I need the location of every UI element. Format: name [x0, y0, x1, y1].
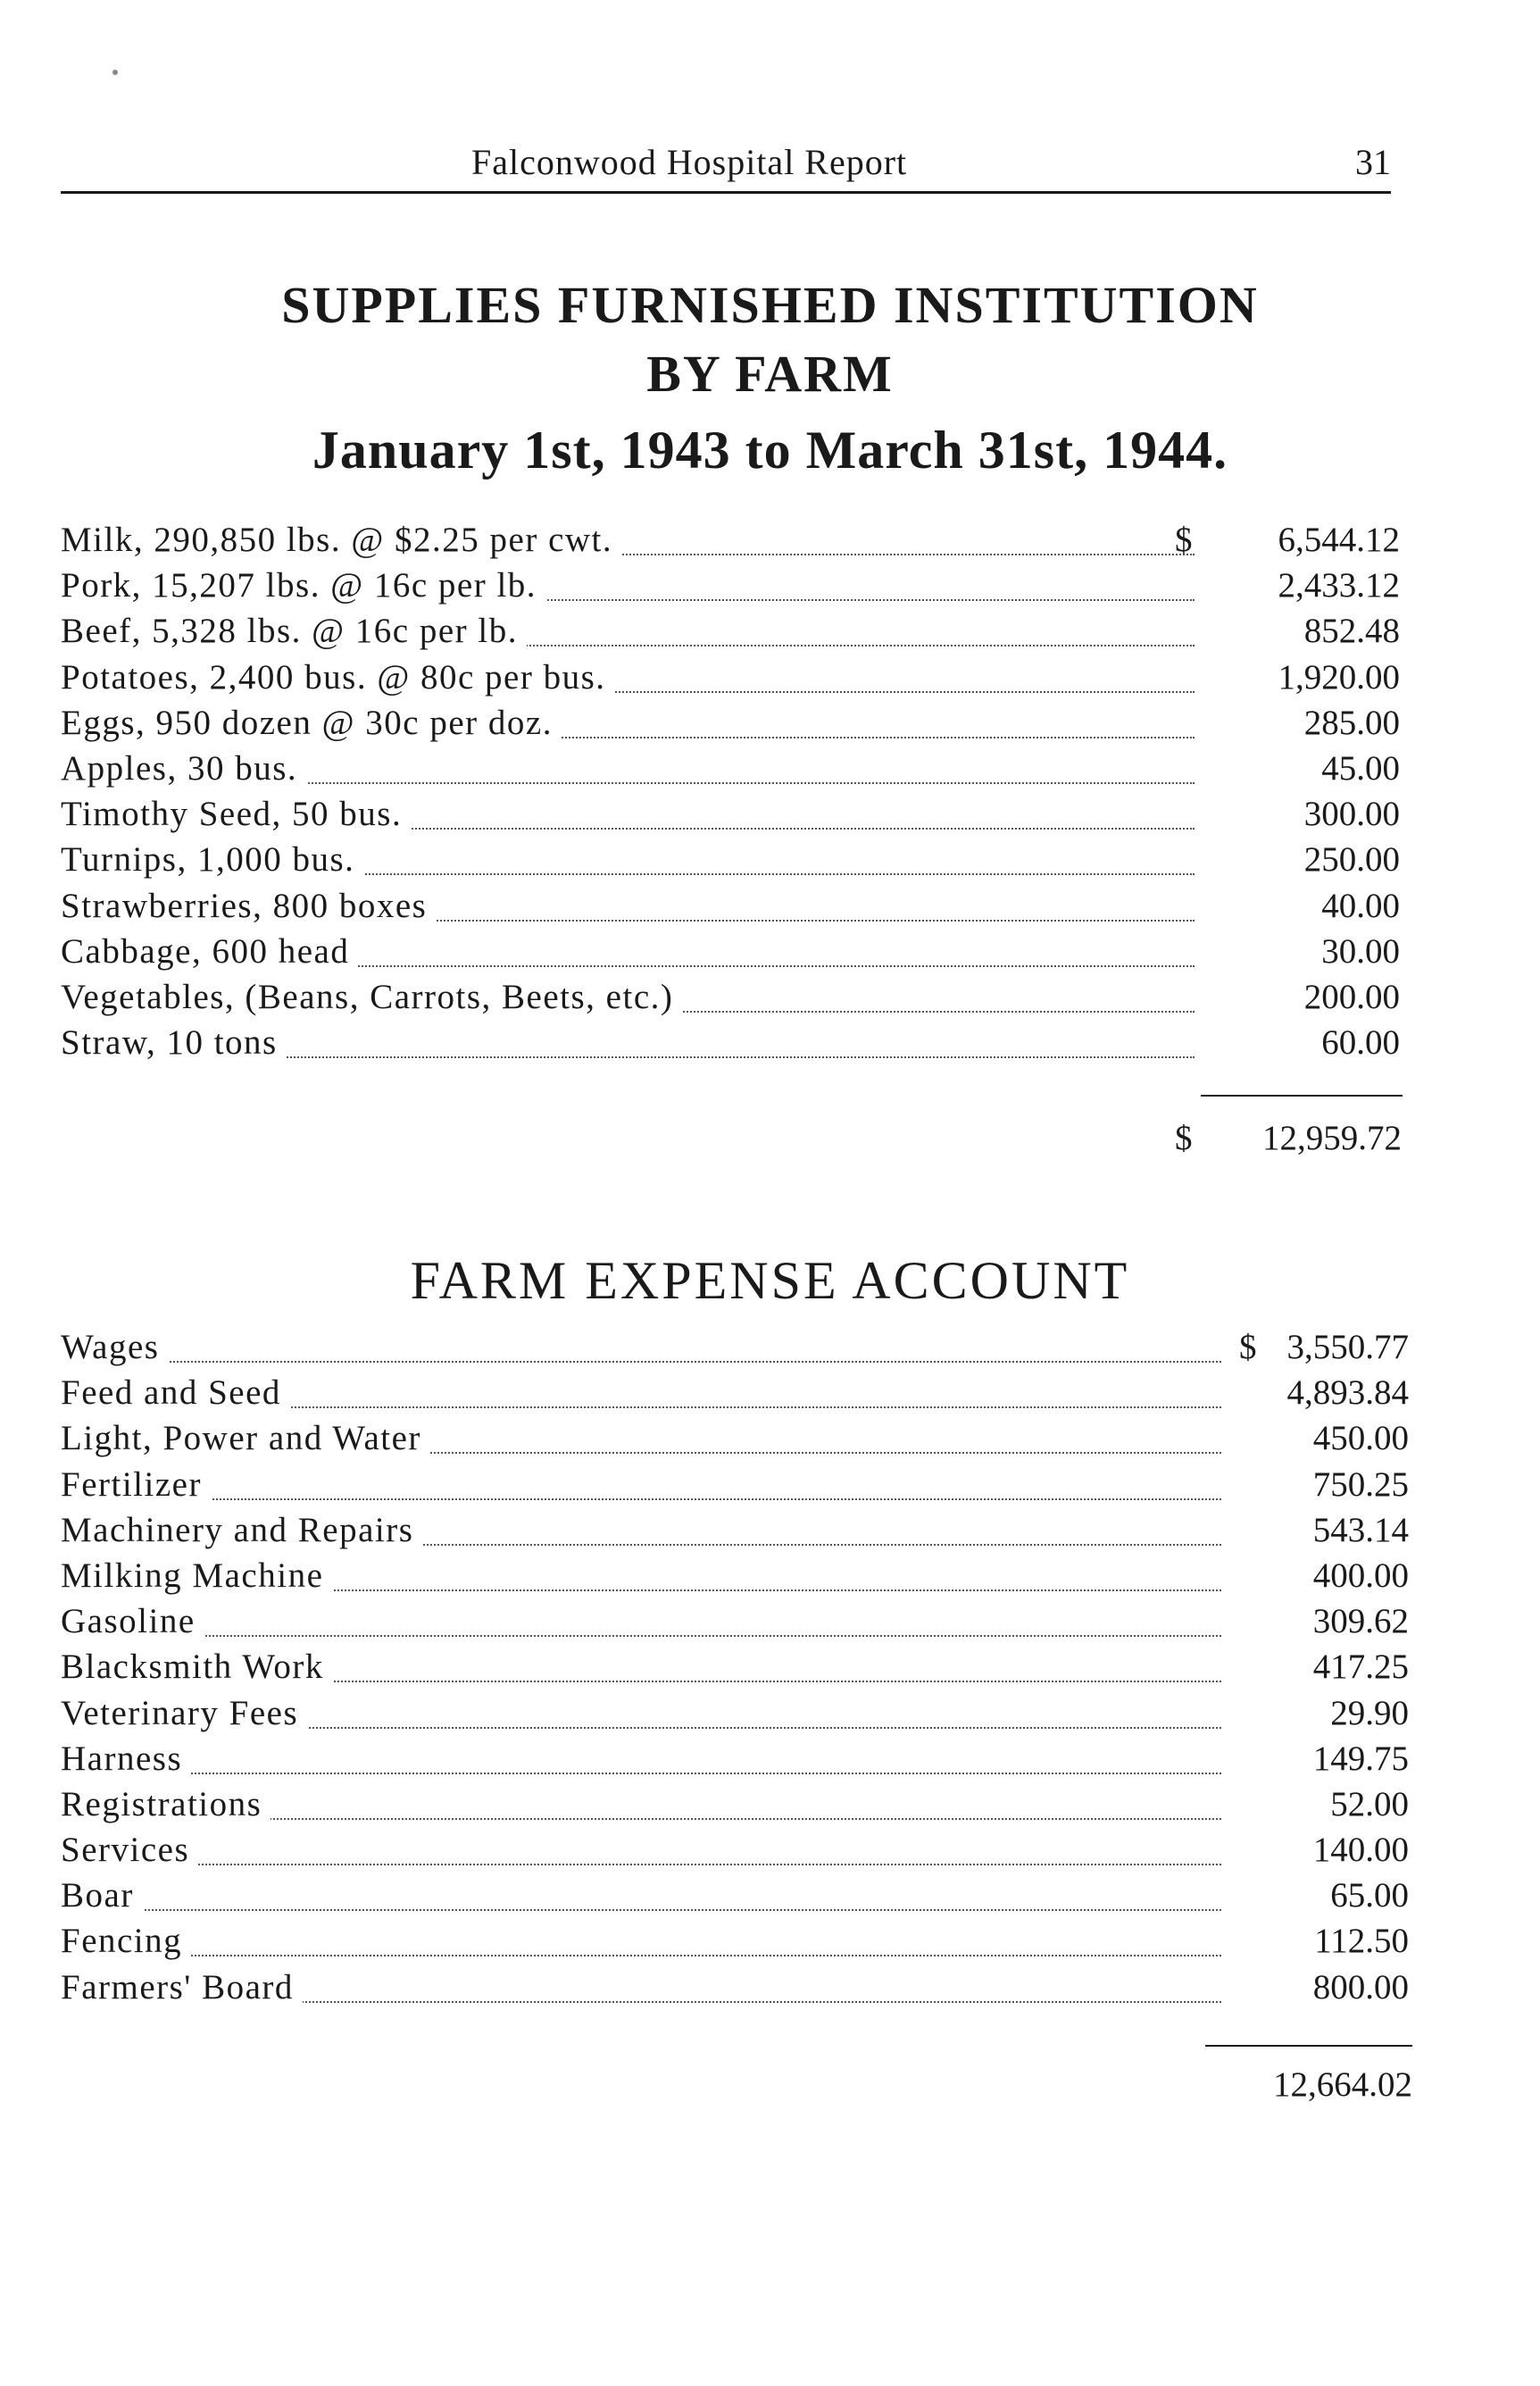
list-item	[61, 1828, 1409, 1873]
expense-total: 12,664.02	[1273, 2065, 1412, 2104]
item-label: Veterinary Fees	[61, 1691, 307, 1736]
item-amount: 400.00	[1312, 1556, 1409, 1595]
item-amount: 2,433.12	[1278, 566, 1400, 605]
list-item	[61, 701, 1400, 747]
item-amount: 1,920.00	[1278, 657, 1400, 697]
item-label: Milking Machine	[61, 1554, 332, 1598]
item-amount: 852.48	[1303, 612, 1400, 651]
print-speck	[112, 70, 118, 75]
item-amount: 29.90	[1330, 1693, 1409, 1732]
item-label: Registrations	[61, 1782, 271, 1827]
list-item	[61, 1508, 1409, 1554]
item-amount: 30.00	[1321, 931, 1400, 971]
item-label: Timothy Seed, 50 bus.	[61, 792, 411, 837]
item-amount: 40.00	[1321, 886, 1400, 925]
item-label: Turnips, 1,000 bus.	[61, 838, 363, 882]
running-header	[61, 141, 1391, 194]
item-amount: 750.25	[1312, 1464, 1409, 1504]
list-item	[61, 792, 1400, 838]
list-item	[61, 1325, 1409, 1371]
list-item	[61, 1919, 1409, 1965]
page-number: 31	[1355, 142, 1391, 182]
item-amount: 6,544.12	[1278, 521, 1400, 559]
item-amount: 140.00	[1312, 1831, 1409, 1870]
item-label: Strawberries, 800 boxes	[61, 884, 436, 929]
item-label: Wages	[61, 1325, 168, 1370]
report-title: Falconwood Hospital Report	[471, 142, 908, 182]
list-item	[61, 1416, 1409, 1462]
item-label: Fencing	[61, 1919, 191, 1964]
supplies-period: January 1st, 1943 to March 31st, 1944.	[312, 421, 1228, 480]
expense-list	[61, 1325, 1409, 2011]
supplies-total-rule	[1201, 1095, 1403, 1097]
item-amount: 250.00	[1303, 840, 1400, 880]
item-label: Boar	[61, 1873, 143, 1918]
item-label: Eggs, 950 dozen @ 30c per doz.	[61, 701, 562, 746]
item-label: Services	[61, 1828, 198, 1873]
list-item	[61, 884, 1400, 930]
list-item	[61, 563, 1400, 609]
list-item	[61, 747, 1400, 792]
item-label: Harness	[61, 1737, 191, 1781]
item-amount: 65.00	[1330, 1876, 1409, 1915]
dollar-sign: $	[1239, 1328, 1257, 1366]
item-label: Fertilizer	[61, 1463, 211, 1507]
supplies-heading-line1: SUPPLIES FURNISHED INSTITUTION	[281, 276, 1259, 334]
item-label: Milk, 290,850 lbs. @ $2.25 per cwt.	[61, 518, 621, 563]
item-amount: 200.00	[1303, 977, 1400, 1016]
item-amount: 45.00	[1321, 748, 1400, 788]
item-amount: 112.50	[1314, 1922, 1409, 1961]
list-item	[61, 1737, 1409, 1782]
item-label: Beef, 5,328 lbs. @ 16c per lb.	[61, 609, 527, 654]
item-label: Farmers' Board	[61, 1965, 303, 2010]
supplies-heading-line2: BY FARM	[646, 345, 894, 403]
item-label: Light, Power and Water	[61, 1416, 430, 1461]
item-amount: 3,550.77	[1286, 1328, 1409, 1366]
dollar-sign: $	[1175, 521, 1193, 559]
item-label: Apples, 30 bus.	[61, 747, 306, 791]
item-amount: 300.00	[1303, 795, 1400, 834]
supplies-list	[61, 518, 1400, 1066]
expense-heading: FARM EXPENSE ACCOUNT	[410, 1251, 1130, 1310]
list-item	[61, 1645, 1409, 1690]
supplies-total: 12,959.72	[1262, 1119, 1402, 1157]
item-amount: 4,893.84	[1286, 1373, 1409, 1413]
item-amount: 285.00	[1303, 703, 1400, 742]
item-label: Vegetables, (Beans, Carrots, Beets, etc.)	[61, 975, 682, 1020]
item-amount: 450.00	[1312, 1419, 1409, 1458]
item-label: Feed and Seed	[61, 1371, 290, 1415]
item-amount: 149.75	[1312, 1739, 1409, 1778]
list-item	[61, 1782, 1409, 1828]
list-item	[61, 930, 1400, 975]
list-item	[61, 1021, 1400, 1066]
item-amount: 417.25	[1312, 1648, 1409, 1687]
list-item	[61, 1965, 1409, 2011]
item-label: Machinery and Repairs	[61, 1508, 422, 1553]
list-item	[61, 1554, 1409, 1599]
supplies-total-dollar: $	[1175, 1119, 1193, 1157]
list-item	[61, 655, 1400, 701]
list-item	[61, 1873, 1409, 1919]
item-label: Blacksmith Work	[61, 1645, 333, 1689]
expense-total-rule	[1205, 2045, 1412, 2047]
list-item	[61, 1371, 1409, 1416]
list-item	[61, 1463, 1409, 1508]
item-label: Straw, 10 tons	[61, 1021, 287, 1065]
item-amount: 60.00	[1321, 1023, 1400, 1063]
item-amount: 52.00	[1330, 1784, 1409, 1823]
list-item	[61, 1691, 1409, 1737]
item-amount: 800.00	[1312, 1967, 1409, 2006]
item-label: Pork, 15,207 lbs. @ 16c per lb.	[61, 563, 545, 608]
item-label: Potatoes, 2,400 bus. @ 80c per bus.	[61, 655, 615, 700]
list-item	[61, 1599, 1409, 1645]
item-label: Cabbage, 600 head	[61, 930, 358, 974]
list-item	[61, 838, 1400, 883]
list-item	[61, 518, 1400, 563]
item-amount: 543.14	[1312, 1510, 1409, 1549]
list-item	[61, 609, 1400, 655]
list-item	[61, 975, 1400, 1021]
item-label: Gasoline	[61, 1599, 204, 1644]
item-amount: 309.62	[1312, 1602, 1409, 1641]
